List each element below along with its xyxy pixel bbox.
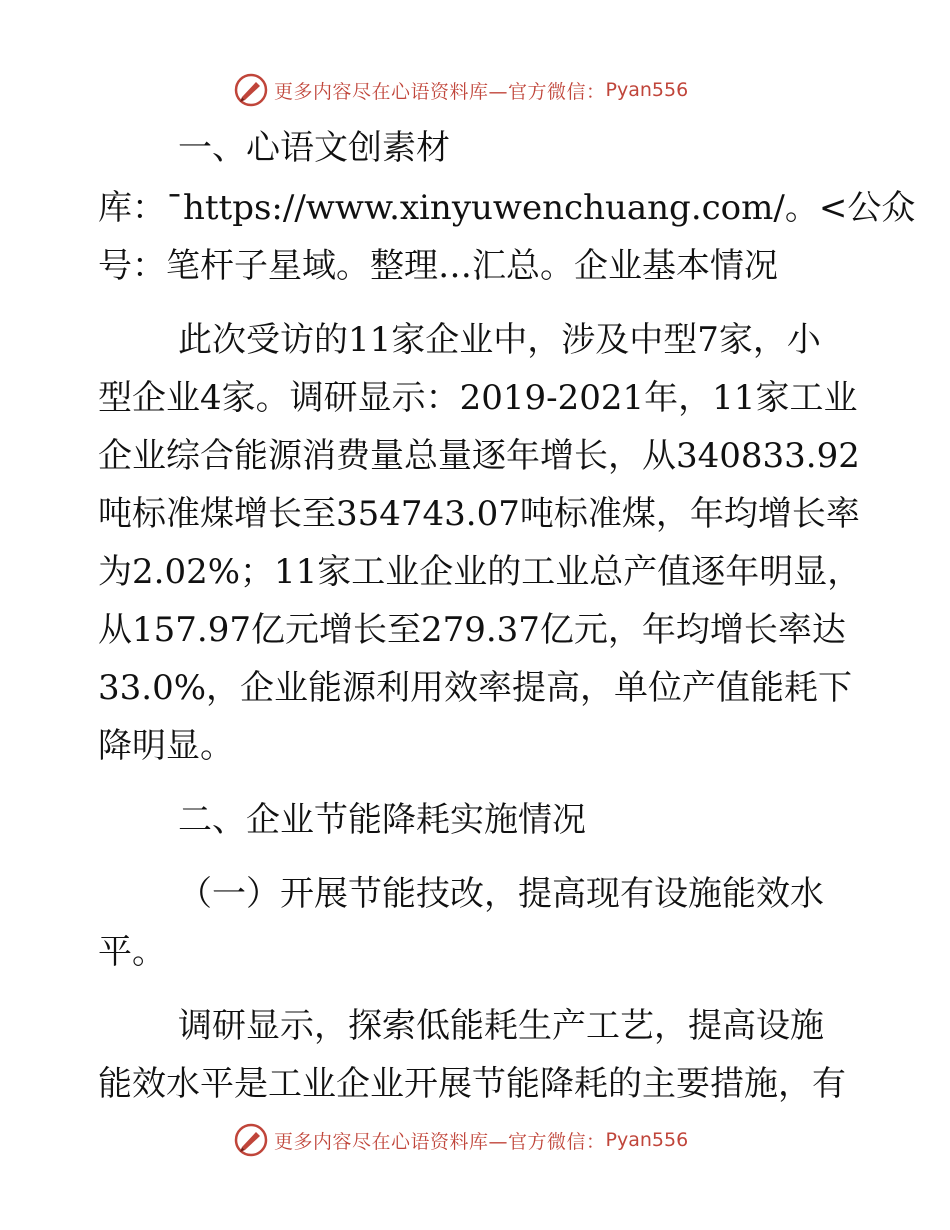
watermark-text: 更多内容尽在心语资料库—官方微信： xyxy=(274,80,606,103)
body-line: 库：¯https://www.xinyuwenchuang.com/。<公众 xyxy=(98,188,916,228)
watermark-text: 更多内容尽在心语资料库—官方微信： xyxy=(274,1130,606,1153)
paragraph-start: 此次受访的11家企业中，涉及中型7家，小 xyxy=(178,320,821,360)
subsection-heading: （一）开展节能技改，提高现有设施能效水 xyxy=(178,874,824,914)
paragraph-start: 调研显示，探索低能耗生产工艺，提高设施 xyxy=(178,1006,824,1046)
body-line: 平。 xyxy=(98,932,166,972)
body-line: 能效水平是工业企业开展节能降耗的主要措施，有 xyxy=(98,1064,846,1104)
watermark-wechat-id: Pyan556 xyxy=(605,1129,689,1151)
body-line: 降明显。 xyxy=(98,726,234,766)
footer-watermark xyxy=(234,1122,688,1158)
section-heading-1: 一、心语文创素材 xyxy=(178,128,450,168)
pen-logo-icon xyxy=(234,1123,268,1157)
section-heading-2: 二、企业节能降耗实施情况 xyxy=(178,800,586,840)
body-line: 吨标准煤增长至354743.07吨标准煤，年均增长率 xyxy=(98,494,860,534)
body-line: 型企业4家。调研显示：2019-2021年，11家工业 xyxy=(98,378,858,418)
body-line: 从157.97亿元增长至279.37亿元，年均增长率达 xyxy=(98,610,846,650)
watermark-wechat-id: Pyan556 xyxy=(605,79,689,101)
body-line: 企业综合能源消费量总量逐年增长，从340833.92 xyxy=(98,436,860,476)
pen-logo-icon xyxy=(234,73,268,107)
body-line: 为2.02%；11家工业企业的工业总产值逐年明显， xyxy=(98,552,862,592)
header-watermark xyxy=(234,72,688,108)
body-line: 号：笔杆子星域。整理…汇总。企业基本情况 xyxy=(98,246,778,286)
body-line: 33.0%，企业能源利用效率提高，单位产值能耗下 xyxy=(98,668,853,708)
